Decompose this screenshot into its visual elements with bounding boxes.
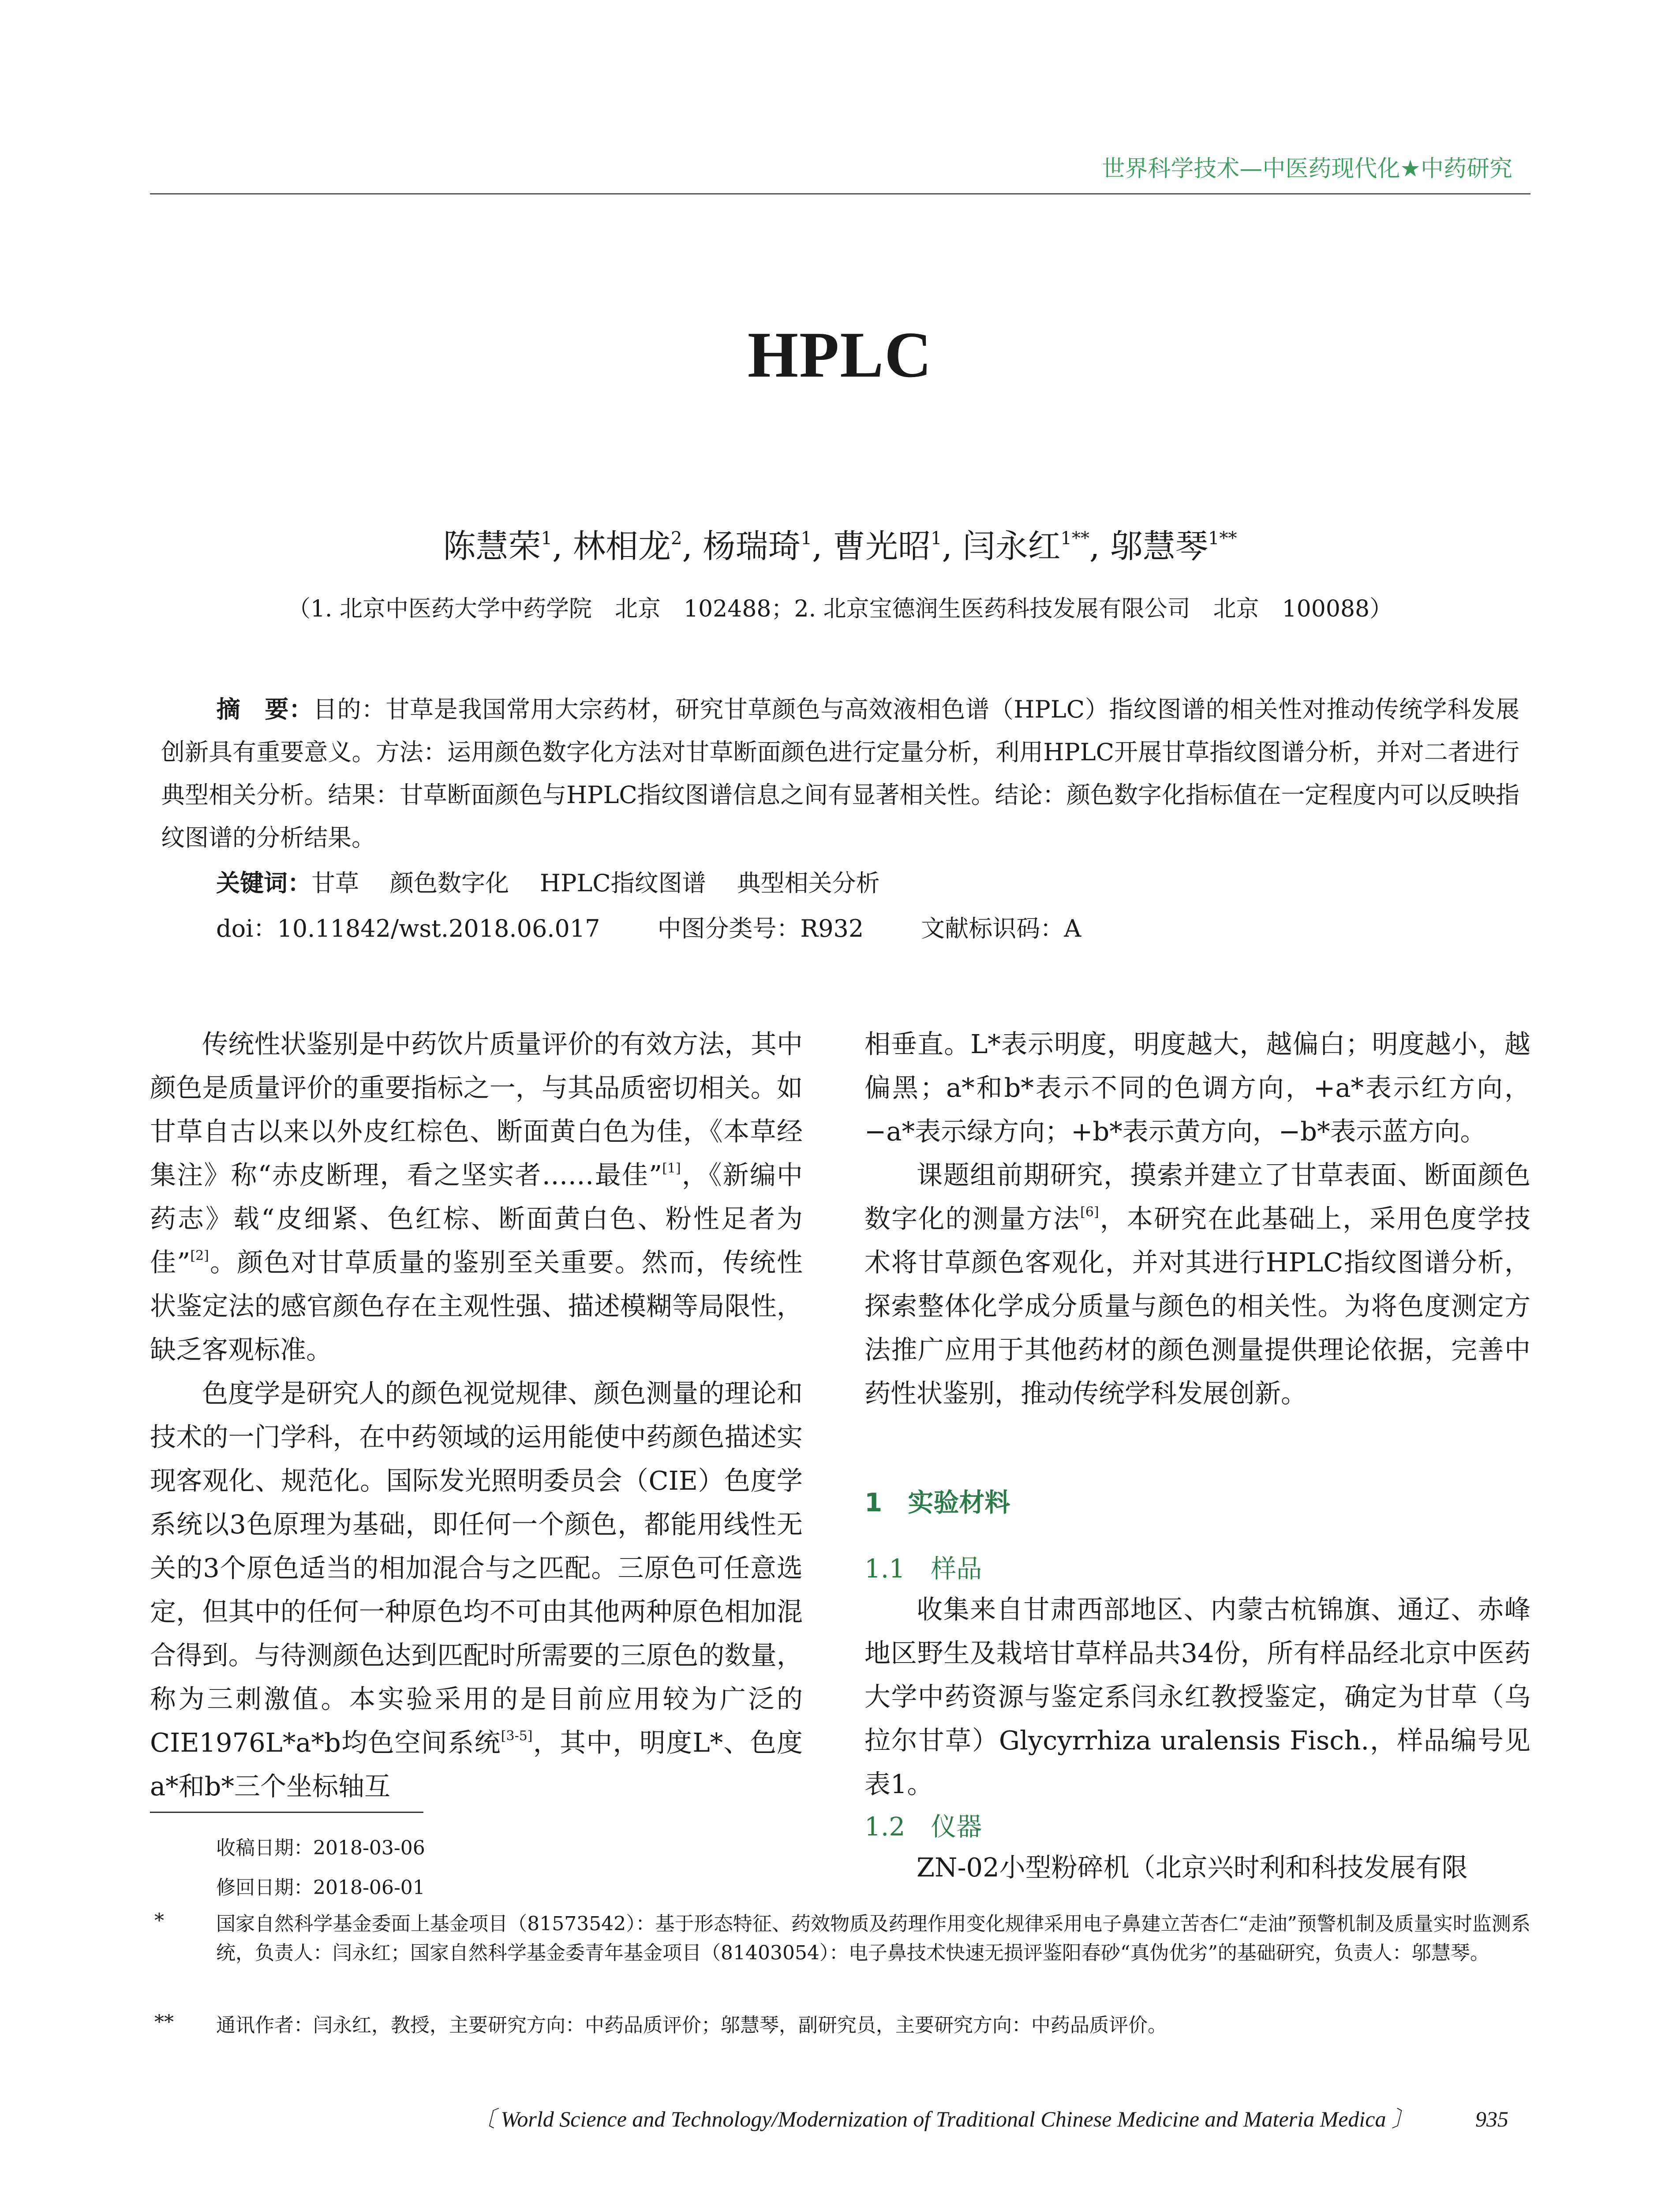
author-affiliation-mark: 1 [541,528,552,549]
classification-number: 中图分类号：R932 [657,915,864,942]
citation: [1] [662,1161,681,1176]
abstract [161,688,1519,859]
author-affiliation-mark: 1 [801,528,812,549]
body-paragraph [150,1372,803,1808]
journal-name: 〔 World Science and Technology/Modernization of Traditional Chinese Medicine and Materia Medica 〕 [473,2107,1414,2131]
keyword: 颜色数字化 [390,869,509,897]
body-column-right [864,1588,1530,1806]
body-text: ，《新编中药志》载“皮细紧、色红棕、断面黄白色、粉性足者为佳” [150,1160,803,1278]
body-column-right [864,1022,1530,1415]
correspondence-footnote: 通讯作者：闫永红，教授，主要研究方向：中药品质评价；邬慧琴，副研究员，主要研究方向：中药品质评价。 [216,2014,1167,2037]
author-name: 闫永红 [962,527,1061,565]
author-name: 邬慧琴 [1110,527,1209,565]
body-column-left [150,1022,803,1808]
body-column-right [864,1846,1530,1889]
affiliations: （1. 北京中医药大学中药学院 北京 102488；2. 北京宝德润生医药科技发展有限公司 北京 100088） [287,596,1393,622]
subsection-heading: 1.2 仪器 [864,1812,982,1842]
section-heading: 1 实验材料 [864,1487,1010,1517]
article-meta [216,910,1138,944]
body-paragraph [864,1153,1530,1415]
footnote-mark: ** [154,2011,174,2033]
keyword: 甘草 [311,869,359,897]
page-footer [0,2101,1508,2133]
doi: doi：10.11842/wst.2018.06.017 [216,915,600,942]
citation: [6] [1080,1204,1099,1220]
page-number: 935 [1475,2107,1508,2131]
article-title: HPLC [747,319,933,391]
keywords [216,864,911,898]
body-paragraph: ZN-02小型粉碎机（北京兴时利和科技发展有限 [917,1852,1468,1883]
keywords-label: 关键词： [216,869,311,897]
author-name: 陈慧荣 [443,527,541,565]
body-text: 课题组前期研究，摸索并建立了甘草表面、断面颜色数字化的测量方法 [864,1160,1530,1234]
subsection-heading: 1.1 样品 [864,1554,982,1584]
citation: [2] [190,1248,209,1263]
author-affiliation-mark: 1** [1060,528,1089,549]
body-text: ，其中，明度L*、色度a*和b*三个坐标轴互 [150,1727,803,1801]
author-name: 杨瑞琦 [703,527,801,565]
abstract-label: 摘 要： [216,695,313,723]
revised-date: 修回日期：2018-06-01 [216,1876,425,1899]
body-text: 色度学是研究人的颜色视觉规律、颜色测量的理论和技术的一门学科，在中药领域的运用能使中药颜色描述实现客观化、规范化。国际发光照明委员会（CIE）色度学系统以3色原理为基础，即任何一个颜色，都能用线性无关的3个原色适当的相加混合与之匹配。三原色可任意选定，但其中的任何一种原色均不可由其他两种原色相加混合得到。与待测颜色达到匹配时所需要的三原色的数量，称为三刺激值。本实验采用的是目前应用较为广泛的CIE1976L*a*b均色空间系统 [150,1378,803,1758]
body-text: 。颜色对甘草质量的鉴别至关重要。然而，传统性状鉴定法的感官颜色存在主观性强、描述模糊等局限性，缺乏客观标准。 [150,1247,803,1365]
running-header: 世界科学技术—中医药现代化★中药研究 [1102,156,1512,182]
body-paragraph: 收集来自甘肃西部地区、内蒙古杭锦旗、通辽、赤峰地区野生及栽培甘草样品共34份，所有样品经北京中医药大学中药资源与鉴定系闫永红教授鉴定，确定为甘草（乌拉尔甘草）Glycyrrhiza uralensis Fisch.，样品编号见表1。 [864,1594,1530,1799]
header-rule [150,193,1530,194]
body-paragraph [150,1022,803,1372]
keyword: 典型相关分析 [737,869,880,897]
author-name: 林相龙 [573,527,671,565]
footnote-mark: * [154,1910,164,1932]
body-text: 传统性状鉴别是中药饮片质量评价的有效方法，其中颜色是质量评价的重要指标之一，与其品质密切相关。如甘草自古以来以外皮红棕色、断面黄白色为佳，《本草经集注》称“赤皮断理，看之坚实者……最佳” [150,1029,803,1190]
citation: [3-5] [501,1728,533,1744]
author-affiliation-mark: 1 [931,528,942,549]
abstract-text: 目的：甘草是我国常用大宗药材，研究甘草颜色与高效液相色谱（HPLC）指纹图谱的相关性对推动传统学科发展创新具有重要意义。方法：运用颜色数字化方法对甘草断面颜色进行定量分析，利用HPLC开展甘草指纹图谱分析，并对二者进行典型相关分析。结果：甘草断面颜色与HPLC指纹图谱信息之间有显著相关性。结论：颜色数字化指标值在一定程度内可以反映指纹图谱的分析结果。 [161,695,1519,852]
author-affiliation-mark: 2 [671,528,682,549]
received-date: 收稿日期：2018-03-06 [216,1837,425,1859]
footnote-rule [150,1812,423,1813]
keyword: HPLC指纹图谱 [540,869,706,897]
author-affiliation-mark: 1** [1208,528,1237,549]
body-paragraph: 相垂直。L*表示明度，明度越大，越偏白；明度越小，越偏黑；a*和b*表示不同的色调方向，+a*表示红方向，−a*表示绿方向；+b*表示黄方向，−b*表示蓝方向。 [864,1029,1530,1147]
document-code: 文献标识码：A [921,915,1081,942]
funding-footnote: 国家自然科学基金委面上基金项目（81573542）：基于形态特征、药效物质及药理作用变化规律采用电子鼻建立苦杏仁“走油”预警机制及质量实时监测系统，负责人：闫永红；国家自然科学基金委青年基金项目（81403054）：电子鼻技术快速无损评鉴阳春砂“真伪优劣”的基础研究，负责人：邬慧琴。 [216,1913,1530,1964]
author-list: 陈慧荣$^1$, 林相龙$^2$, 杨瑞琦$^1$, 曹光昭$^1$, 闫永红$^{1**}$, 邬慧琴$^{1**}$ [443,527,1237,565]
body-text: ，本研究在此基础上，采用色度学技术将甘草颜色客观化，并对其进行HPLC指纹图谱分析，探索整体化学成分质量与颜色的相关性。为将色度测定方法推广应用于其他药材的颜色测量提供理论依据，完善中药性状鉴别，推动传统学科发展创新。 [864,1203,1530,1409]
author-name: 曹光昭 [833,527,931,565]
